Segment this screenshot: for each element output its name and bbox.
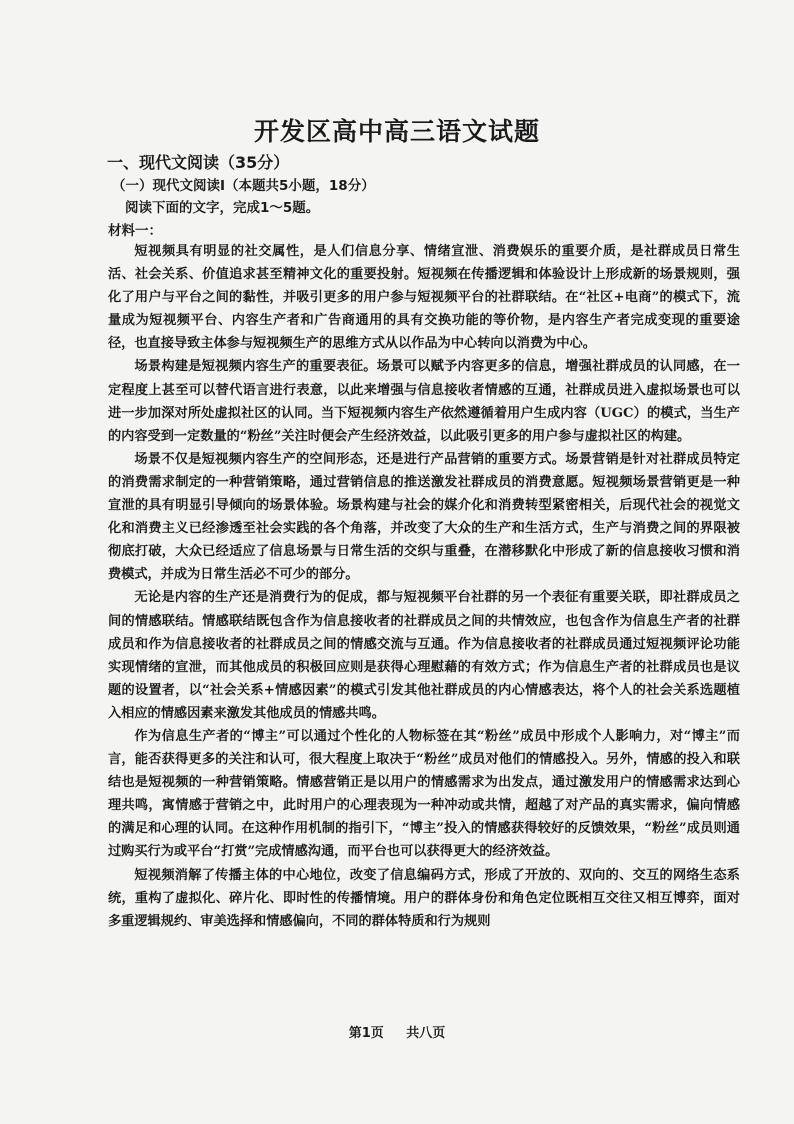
page-total: 共八页 [406,1026,446,1041]
page-number: 第1页 [348,1026,384,1041]
page-title: 开发区高中高三语文试题 [253,117,540,146]
paragraph-1: 短视频具有明显的社交属性，是人们信息分享、情绪宣泄、消费娱乐的重要介质，是社群成员日常生活、社会关系、价值追求甚至精神文化的重要投射。短视频在传播逻辑和体验设计上形成新的场景规则，强化了用户与平台之间的黏性，并吸引更多的用户参与短视频平台的社群联结。在“社区+电商”的模式下，流量成为短视频平台、内容生产者和广告商通用的具有交换功能的等价物，是内容生产者完成变现的重要途径，也直接导致主体参与短视频生产的思维方式从以作品为中心转向以消费为中心。 [108,244,740,352]
paragraph-4: 无论是内容的生产还是消费行为的促成，都与短视频平台社群的另一个表征有重要关联，即社群成员之间的情感联结。情感联结既包含作为信息接收者的社群成员之间的共情效应，也包含作为信息生产者的社群成员和作为信息接收者的社群成员之间的情感交流与互通。作为信息接收者的社群成员通过短视频评论功能实现情绪的宣泄，而其他成员的积极回应则是获得心理慰藉的有效方式；作为信息生产者的社群成员也是议题的设置者，以“社会关系+情感因素”的模式引发其他社群成员的内心情感表达，将个人的社会关系选题植入相应的情感因素来激发其他成员的情感共鸣。 [108,590,740,721]
paragraph-2: 场景构建是短视频内容生产的重要表征。场景可以赋予内容更多的信息，增强社群成员的认同感，在一定程度上甚至可以替代语言进行表意，以此来增强与信息接收者情感的互通，社群成员进入虚拟场景也可以进一步加深对所处虚拟社区的认同。当下短视频内容生产依然遵循着用户生成内容（UGC）的模式，当生产的内容受到一定数量的“粉丝”关注时便会产生经济效益，以此吸引更多的用户参与虚拟社区的构建。 [108,359,740,444]
page-footer [0,1022,794,1041]
reading-instruction: 阅读下面的文字，完成1～5题。 [125,200,320,216]
article-body [108,240,740,933]
paragraph-6: 短视频消解了传播主体的中心地位，改变了信息编码方式，形成了开放的、双向的、交互的网络生态系统，重构了虚拟化、碎片化、即时性的传播情境。用户的群体身份和角色定位既相互交往又相互博弈，面对多重逻辑规约、审美选择和情感偏向，不同的群体特质和行为规则 [108,867,740,929]
material-label: 材料一： [108,223,162,239]
paragraph-5: 作为信息生产者的“博主”可以通过个性化的人物标签在其“粉丝”成员中形成个人影响力，对“博主”而言，能否获得更多的关注和认可，很大程度上取决于“粉丝”成员对他们的情感投入。另外，情感的投入和联结也是短视频的一种营销策略。情感营销正是以用户的情感需求为出发点，通过激发用户的情感需求达到心理共鸣，寓情感于营销之中，此时用户的心理表现为一种冲动或共情，超越了对产品的真实需求，偏向情感的满足和心理的认同。在这种作用机制的指引下，“博主”投入的情感获得较好的反馈效果，“粉丝”成员则通过购买行为或平台“打赏”完成情感沟通，而平台也可以获得更大的经济效益。 [108,728,740,860]
subsection-heading: （一）现代文阅读Ⅰ（本题共5小题，18分） [112,178,375,194]
paragraph-3: 场景不仅是短视频内容生产的空间形态，还是进行产品营销的重要方式。场景营销是针对社群成员特定的消费需求制定的一种营销策略，通过营销信息的推送激发社群成员的消费意愿。短视频场景营销更是一种宣泄的具有明显引导倾向的场景体验。场景构建与社会的媒介化和消费转型紧密相关，后现代社会的视觉文化和消费主义已经渗透至社会实践的各个角落，并改变了大众的生产和生活方式，生产与消费之间的界限被彻底打破，大众已经适应了信息场景与日常生活的交织与重叠，在潜移默化中形成了新的信息接收习惯和消费模式，并成为日常生活必不可少的部分。 [108,451,740,583]
section-heading: 一、现代文阅读（35分） [107,153,290,172]
